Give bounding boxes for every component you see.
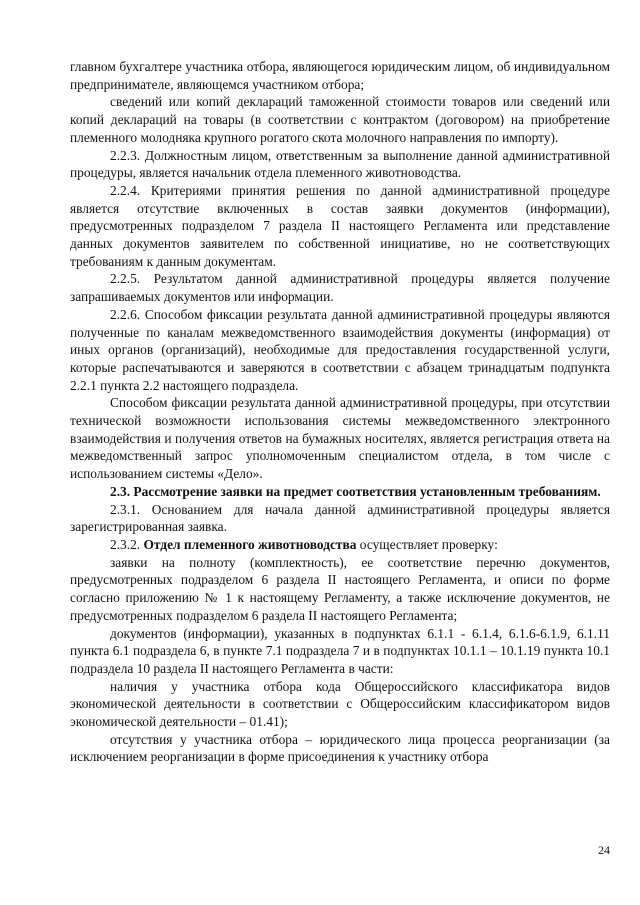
- paragraph-2-2-3: 2.2.3. Должностным лицом, ответственным за выполнение данной административной процедуры, является начальник отдела племенного животноводства.: [70, 147, 610, 181]
- page-number: 24: [598, 843, 610, 857]
- paragraph-2-3-2-prefix: 2.3.2.: [110, 536, 144, 552]
- paragraph-documents-check: документов (информации), указанных в подпунктах 6.1.1 - 6.1.4, 6.1.6-6.1.9, 6.1.11 пункта 6.1 подраздела 6, в пункте 7.1 подраздела 7 и в подпунктах 10.1.1 – 10.1.19 пункта 10.1 подраздела 10 раздела II настоящего Регламента в части:: [70, 625, 610, 676]
- paragraph-2-3-2: [70, 536, 610, 554]
- paragraph-2-2-4: 2.2.4. Критериями принятия решения по данной административной процедуре является отсутствие включенных в состав заявки документов (информации), предусмотренных подразделом 7 раздела II настоящего Регламента или представление данных документов заявителем по собственной инициативе, но не соответствующих требованиям к данным документам.: [70, 182, 610, 269]
- paragraph-2-3-2-suffix: осуществляет проверку:: [356, 536, 498, 552]
- document-body: [70, 58, 610, 766]
- paragraph-2-2-5: 2.2.5. Результатом данной административной процедуры является получение запрашиваемых документов или информации.: [70, 271, 610, 305]
- paragraph-2-3-2-department: Отдел племенного животноводства: [143, 536, 357, 552]
- section-heading-2-3: 2.3. Рассмотрение заявки на предмет соответствия установленным требованиям.: [110, 483, 601, 499]
- paragraph-accountant-info: главном бухгалтере участника отбора, являющегося юридическим лицом, об индивидуальном предпринимателе, являющемся участником отбора;: [70, 59, 610, 92]
- paragraph-fixation-method: Способом фиксации результата данной административной процедуры, при отсутствии технической возможности использования системы межведомственного электронного взаимодействия и получения ответов на бумажных носителях, является регистрация ответа на межведомственный запрос уполномоченным специалистом отдела, в том числе с использованием системы «Дело».: [70, 395, 610, 482]
- paragraph-reorganization: отсутствия у участника отбора – юридического лица процесса реорганизации (за исключением реорганизации в форме присоединения к участнику отбора: [70, 731, 610, 765]
- paragraph-okved-code: наличия у участника отбора кода Общероссийского классификатора видов экономической деятельности в соответствии с Общероссийским классификатором видов экономической деятельности – 01.41);: [70, 678, 610, 730]
- paragraph-completeness-check: заявки на полноту (комплектность), ее соответствие перечню документов, предусмотренных подразделом 6 раздела II настоящего Регламента, и описи по форме согласно приложению № 1 к настоящему Регламенту, а также исключение документов, не предусмотренных подразделом 6 раздела II настоящего Регламента;: [70, 554, 610, 623]
- paragraph-2-2-6: 2.2.6. Способом фиксации результата данной административной процедуры являются полученные по каналам межведомственного взаимодействия документы (информация) от иных органов (организаций), необходимые для предоставления государственной услуги, которые распечатываются и заверяются в соответствии с абзацем тринадцатым подпункта 2.2.1 пункта 2.2 настоящего подраздела.: [70, 306, 610, 393]
- paragraph-2-3-1: 2.3.1. Основанием для начала данной административной процедуры является зарегистрированная заявка.: [70, 501, 610, 535]
- paragraph-customs-declarations: сведений или копий деклараций таможенной стоимости товаров или сведений или копий деклараций на товары (в соответствии с контрактом (договором) на приобретение племенного молодняка крупного рогатого скота молочного направления по импорту).: [70, 94, 610, 145]
